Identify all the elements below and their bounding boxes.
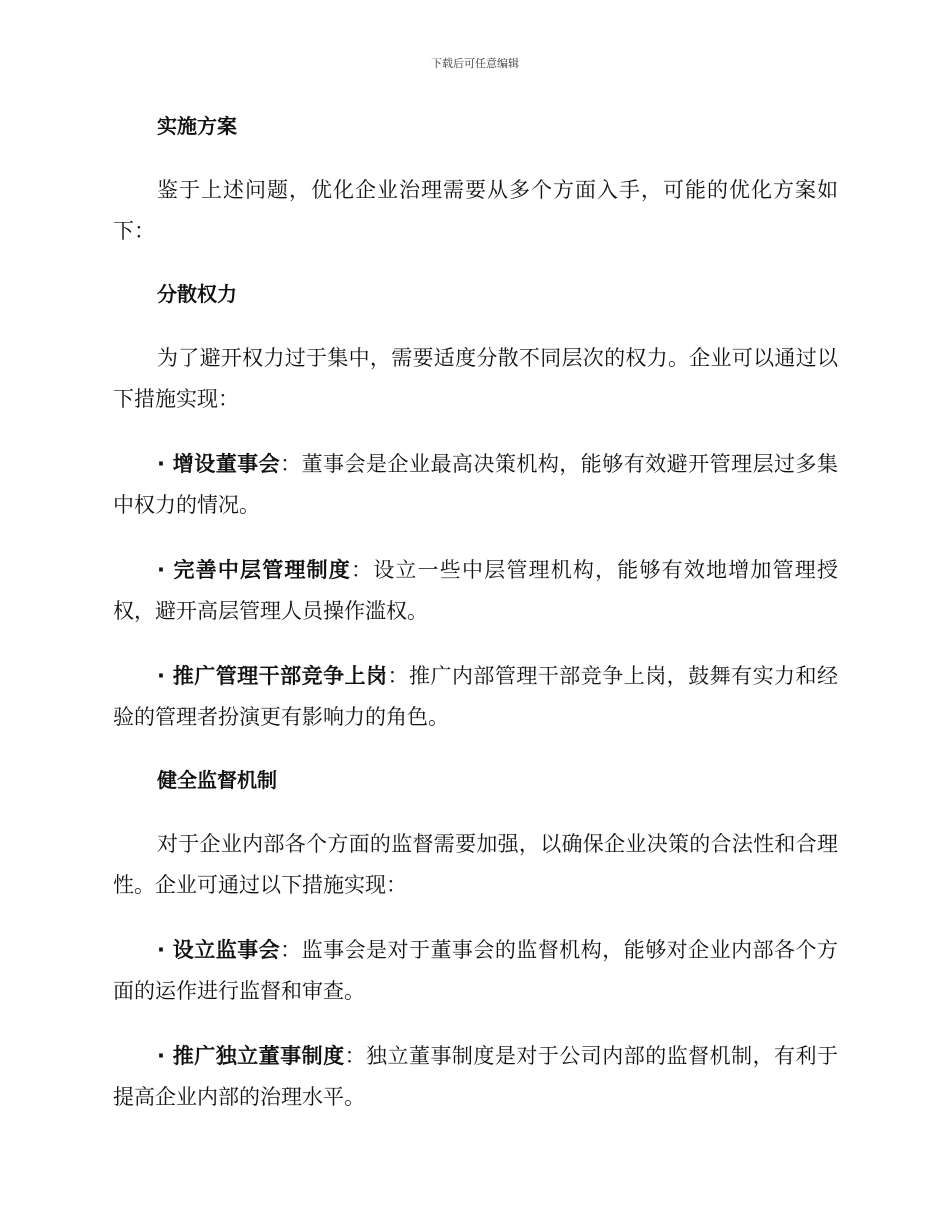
bullet-item — [113, 1036, 838, 1118]
header-note: 下载后可任意编辑 — [431, 57, 519, 70]
bullet-item — [113, 444, 838, 526]
paragraph-supervision-intro: 对于企业内部各个方面的监督需要加强，以确保企业决策的合法性和合理性。企业可通过以下措施实现： — [113, 832, 838, 897]
bullet-text: ：董事会是企业最高决策机构，能够有效避开管理层过多集中权力的情况。 — [113, 452, 838, 517]
bullet-text: ：设立一些中层管理机构，能够有效地增加管理授权，避开高层管理人员操作滥权。 — [113, 558, 838, 623]
bullet-item — [113, 930, 838, 1012]
bullet-text: ：独立董事制度是对于公司内部的监督机制，有利于提高企业内部的治理水平。 — [113, 1044, 838, 1109]
bullet-label: · 推广独立董事制度 — [157, 1044, 345, 1068]
bullet-label: · 增设董事会 — [157, 452, 281, 476]
section-heading-supervision: 健全监督机制 — [157, 768, 277, 792]
bullet-text: ：监事会是对于董事会的监督机构，能够对企业内部各个方面的运作进行监督和审查。 — [113, 938, 838, 1003]
bullet-label: · 完善中层管理制度 — [157, 558, 351, 582]
paragraph-decentralize-intro: 为了避开权力过于集中，需要适度分散不同层次的权力。企业可以通过以下措施实现： — [113, 346, 838, 411]
paragraph-plan-intro: 鉴于上述问题，优化企业治理需要从多个方面入手，可能的优化方案如下： — [113, 178, 838, 243]
bullet-item — [113, 656, 838, 738]
document-body — [113, 108, 838, 1142]
section-heading-decentralize: 分散权力 — [157, 282, 237, 306]
bullet-label: · 设立监事会 — [157, 938, 281, 962]
bullet-label: · 推广管理干部竞争上岗 — [157, 664, 388, 688]
bullet-item — [113, 550, 838, 632]
bullet-text: ：推广内部管理干部竞争上岗，鼓舞有实力和经验的管理者扮演更有影响力的角色。 — [113, 664, 838, 729]
section-heading-plan: 实施方案 — [157, 114, 237, 138]
